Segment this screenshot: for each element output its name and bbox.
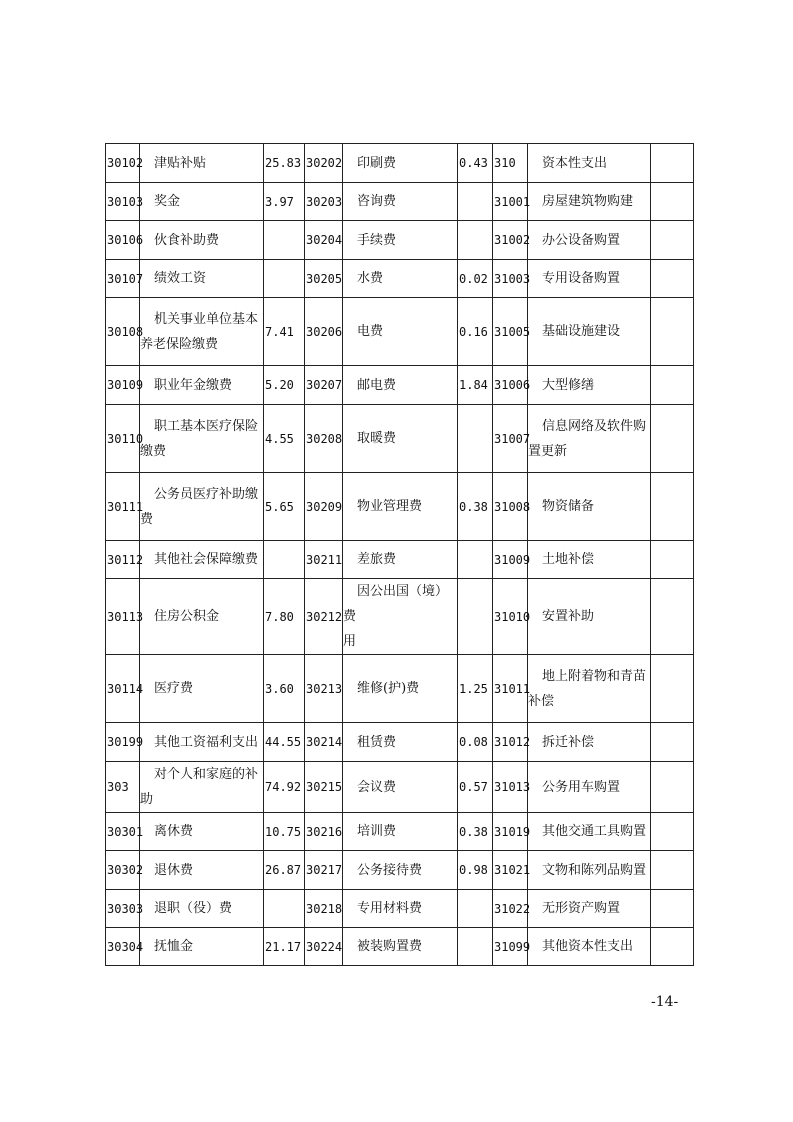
table-row xyxy=(106,221,694,260)
account-name-cell xyxy=(140,260,264,298)
account-name-cell xyxy=(140,723,264,762)
account-name-cell xyxy=(343,928,458,966)
amount-cell xyxy=(651,655,694,723)
account-name: 离休费 xyxy=(154,824,194,839)
account-name-cell xyxy=(343,655,458,723)
account-name-cell xyxy=(528,762,651,813)
amount-cell: 0.38 xyxy=(458,473,493,541)
account-name: 绩效工资 xyxy=(154,271,207,286)
amount-cell xyxy=(651,928,694,966)
account-name-cell xyxy=(528,890,651,928)
account-name: 基础设施建设 xyxy=(542,324,621,339)
account-name: 伙食补助费 xyxy=(154,232,220,248)
account-code-cell: 31021 xyxy=(493,851,528,890)
table-row xyxy=(106,762,694,813)
amount-cell xyxy=(458,405,493,473)
account-name: 租赁费 xyxy=(357,734,397,750)
account-code-cell: 30110 xyxy=(106,405,140,473)
account-code-cell: 30304 xyxy=(106,928,140,966)
amount-cell xyxy=(651,541,694,579)
account-name: 邮电费 xyxy=(357,377,397,393)
account-name-cell xyxy=(528,473,651,541)
account-code-cell: 31002 xyxy=(493,221,528,260)
amount-cell xyxy=(264,890,305,928)
account-code-cell: 30107 xyxy=(106,260,140,298)
account-name-cell xyxy=(528,366,651,405)
account-name: 办公设备购置 xyxy=(542,232,621,248)
account-name-cell xyxy=(528,928,651,966)
account-name-continued: 费 xyxy=(140,511,154,527)
account-code-cell: 31011 xyxy=(493,655,528,723)
account-name: 大型修缮 xyxy=(542,377,595,393)
account-name-cell xyxy=(343,473,458,541)
amount-cell xyxy=(651,813,694,851)
account-name-cell xyxy=(343,366,458,405)
amount-cell: 0.08 xyxy=(458,723,493,762)
account-code-cell: 30199 xyxy=(106,723,140,762)
account-code-cell: 30109 xyxy=(106,366,140,405)
account-code-cell: 30102 xyxy=(106,144,140,183)
amount-cell: 3.97 xyxy=(264,183,305,221)
account-name: 物资储备 xyxy=(542,499,595,514)
account-name: 医疗费 xyxy=(154,681,194,696)
account-name-cell xyxy=(343,813,458,851)
account-name-cell xyxy=(343,260,458,298)
account-name-cell xyxy=(140,473,264,541)
account-code-cell: 30214 xyxy=(305,723,343,762)
table-row xyxy=(106,405,694,473)
account-name-cell xyxy=(528,405,651,473)
account-name-cell xyxy=(343,723,458,762)
table-row xyxy=(106,723,694,762)
amount-cell xyxy=(264,221,305,260)
account-code-cell: 30203 xyxy=(305,183,343,221)
account-code-cell: 30113 xyxy=(106,579,140,655)
account-code-cell: 31001 xyxy=(493,183,528,221)
account-code-cell: 30215 xyxy=(305,762,343,813)
account-name: 培训费 xyxy=(357,824,397,839)
account-code-cell: 30212 xyxy=(305,579,343,655)
account-name: 印刷费 xyxy=(357,155,397,171)
amount-cell xyxy=(651,723,694,762)
account-name: 手续费 xyxy=(357,232,397,248)
account-name: 抚恤金 xyxy=(154,939,194,954)
amount-cell: 5.65 xyxy=(264,473,305,541)
table-row xyxy=(106,541,694,579)
account-name: 安置补助 xyxy=(542,609,595,624)
amount-cell xyxy=(264,260,305,298)
account-code-cell: 30208 xyxy=(305,405,343,473)
amount-cell xyxy=(651,890,694,928)
account-name: 公务员医疗补助缴 xyxy=(154,486,259,502)
account-name-cell xyxy=(140,928,264,966)
amount-cell: 74.92 xyxy=(264,762,305,813)
account-code-cell: 30218 xyxy=(305,890,343,928)
account-code-cell: 31022 xyxy=(493,890,528,928)
account-name: 职工基本医疗保险 xyxy=(154,418,259,434)
account-name: 公务接待费 xyxy=(357,862,423,878)
account-name-continued: 养老保险缴费 xyxy=(140,336,219,352)
amount-cell: 0.43 xyxy=(458,144,493,183)
account-name: 拆迁补偿 xyxy=(542,734,595,750)
account-name-cell xyxy=(140,221,264,260)
account-name: 维修(护)费 xyxy=(357,681,420,696)
account-name-cell xyxy=(528,723,651,762)
account-name-cell xyxy=(343,541,458,579)
account-code-cell: 30301 xyxy=(106,813,140,851)
amount-cell xyxy=(651,473,694,541)
account-name-cell xyxy=(140,405,264,473)
table-row xyxy=(106,579,694,655)
account-code-cell: 31009 xyxy=(493,541,528,579)
account-name: 其他工资福利支出 xyxy=(154,734,259,750)
account-name-cell xyxy=(140,813,264,851)
account-code-cell: 30204 xyxy=(305,221,343,260)
account-code-cell: 30216 xyxy=(305,813,343,851)
account-name-cell xyxy=(528,851,651,890)
account-name: 奖金 xyxy=(154,194,181,209)
account-code-cell: 30112 xyxy=(106,541,140,579)
account-code-cell: 31012 xyxy=(493,723,528,762)
account-name-cell xyxy=(343,144,458,183)
table-row xyxy=(106,473,694,541)
account-name-cell xyxy=(140,890,264,928)
amount-cell: 5.20 xyxy=(264,366,305,405)
account-name-cell xyxy=(528,655,651,723)
amount-cell xyxy=(651,405,694,473)
account-name-continued: 置更新 xyxy=(528,443,568,459)
account-name: 差旅费 xyxy=(357,552,397,567)
account-name-cell xyxy=(343,221,458,260)
account-code-cell: 30211 xyxy=(305,541,343,579)
table-row xyxy=(106,890,694,928)
page-number: -14- xyxy=(651,994,679,1010)
amount-cell: 4.55 xyxy=(264,405,305,473)
account-name: 专用设备购置 xyxy=(542,271,621,286)
account-name: 咨询费 xyxy=(357,194,397,209)
account-name: 其他资本性支出 xyxy=(542,939,634,954)
account-code-cell: 30213 xyxy=(305,655,343,723)
account-name-cell xyxy=(528,144,651,183)
account-code-cell: 303 xyxy=(106,762,140,813)
amount-cell: 0.98 xyxy=(458,851,493,890)
table-body xyxy=(106,144,694,966)
account-code-cell: 31005 xyxy=(493,298,528,366)
account-code-cell: 30106 xyxy=(106,221,140,260)
amount-cell: 25.83 xyxy=(264,144,305,183)
amount-cell: 7.80 xyxy=(264,579,305,655)
account-name-cell xyxy=(528,541,651,579)
amount-cell: 0.16 xyxy=(458,298,493,366)
account-code-cell: 30207 xyxy=(305,366,343,405)
account-name-continued: 补偿 xyxy=(528,693,555,709)
account-code-cell: 30111 xyxy=(106,473,140,541)
account-name: 资本性支出 xyxy=(542,155,608,171)
amount-cell: 0.02 xyxy=(458,260,493,298)
account-name-cell xyxy=(528,813,651,851)
account-code-cell: 30206 xyxy=(305,298,343,366)
account-name-cell xyxy=(343,298,458,366)
account-name-cell xyxy=(528,183,651,221)
account-name-cell xyxy=(528,221,651,260)
table-row xyxy=(106,366,694,405)
account-code-cell: 30217 xyxy=(305,851,343,890)
table-row xyxy=(106,928,694,966)
table-row xyxy=(106,851,694,890)
amount-cell xyxy=(651,579,694,655)
table-row xyxy=(106,655,694,723)
account-name: 被装购置费 xyxy=(357,939,423,954)
account-name: 其他交通工具购置 xyxy=(542,824,647,839)
account-code-cell: 31008 xyxy=(493,473,528,541)
account-name-cell xyxy=(140,655,264,723)
account-name: 津贴补贴 xyxy=(154,155,207,171)
account-name: 电费 xyxy=(357,324,384,339)
amount-cell xyxy=(651,851,694,890)
budget-table xyxy=(105,143,694,966)
table-row xyxy=(106,298,694,366)
account-name-cell xyxy=(343,890,458,928)
amount-cell: 44.55 xyxy=(264,723,305,762)
account-name: 水费 xyxy=(357,271,384,286)
account-code-cell: 30205 xyxy=(305,260,343,298)
account-name: 信息网络及软件购 xyxy=(542,418,647,434)
account-name-continued: 缴费 xyxy=(140,443,167,459)
account-name: 公务用车购置 xyxy=(542,779,621,795)
account-code-cell: 30302 xyxy=(106,851,140,890)
account-name-cell xyxy=(528,298,651,366)
account-name-cell xyxy=(140,366,264,405)
amount-cell xyxy=(651,762,694,813)
account-name-cell xyxy=(140,144,264,183)
amount-cell xyxy=(458,183,493,221)
account-name: 退职（役）费 xyxy=(154,901,233,916)
amount-cell xyxy=(264,541,305,579)
account-name: 因公出国（境）费 xyxy=(343,584,449,624)
table-row xyxy=(106,183,694,221)
account-name-cell xyxy=(140,541,264,579)
amount-cell xyxy=(651,221,694,260)
account-name: 职业年金缴费 xyxy=(154,377,233,393)
account-name-cell xyxy=(343,405,458,473)
account-name: 房屋建筑物购建 xyxy=(542,194,634,209)
account-code-cell: 30103 xyxy=(106,183,140,221)
account-name-continued: 用 xyxy=(343,634,357,649)
account-name: 文物和陈列品购置 xyxy=(542,862,647,878)
amount-cell xyxy=(458,579,493,655)
table-row xyxy=(106,144,694,183)
account-name-cell xyxy=(140,851,264,890)
amount-cell xyxy=(458,221,493,260)
amount-cell xyxy=(651,260,694,298)
amount-cell: 10.75 xyxy=(264,813,305,851)
account-code-cell: 310 xyxy=(493,144,528,183)
account-code-cell: 31019 xyxy=(493,813,528,851)
amount-cell: 7.41 xyxy=(264,298,305,366)
amount-cell xyxy=(651,298,694,366)
account-code-cell: 31099 xyxy=(493,928,528,966)
account-name-cell xyxy=(140,183,264,221)
account-name: 其他社会保障缴费 xyxy=(154,552,259,567)
account-name: 土地补偿 xyxy=(542,552,595,567)
amount-cell: 1.84 xyxy=(458,366,493,405)
account-name-cell xyxy=(528,579,651,655)
account-name: 无形资产购置 xyxy=(542,901,621,916)
amount-cell: 0.57 xyxy=(458,762,493,813)
account-name: 取暖费 xyxy=(357,431,397,446)
account-code-cell: 31010 xyxy=(493,579,528,655)
account-code-cell: 31013 xyxy=(493,762,528,813)
account-name-cell xyxy=(343,851,458,890)
account-name: 会议费 xyxy=(357,779,397,795)
account-name: 机关事业单位基本 xyxy=(154,311,259,327)
amount-cell xyxy=(458,541,493,579)
account-name-cell xyxy=(140,579,264,655)
account-name-cell xyxy=(343,762,458,813)
account-code-cell: 30209 xyxy=(305,473,343,541)
amount-cell xyxy=(458,890,493,928)
table-row xyxy=(106,813,694,851)
account-code-cell: 31007 xyxy=(493,405,528,473)
account-code-cell: 31003 xyxy=(493,260,528,298)
account-name-cell xyxy=(528,260,651,298)
amount-cell xyxy=(651,183,694,221)
amount-cell: 26.87 xyxy=(264,851,305,890)
amount-cell: 1.25 xyxy=(458,655,493,723)
amount-cell xyxy=(651,366,694,405)
account-name: 地上附着物和青苗 xyxy=(542,668,647,684)
amount-cell: 21.17 xyxy=(264,928,305,966)
account-code-cell: 31006 xyxy=(493,366,528,405)
account-code-cell: 30224 xyxy=(305,928,343,966)
account-name-cell xyxy=(140,762,264,813)
account-code-cell: 30114 xyxy=(106,655,140,723)
account-name: 物业管理费 xyxy=(357,499,423,514)
table-row xyxy=(106,260,694,298)
amount-cell xyxy=(458,928,493,966)
amount-cell: 3.60 xyxy=(264,655,305,723)
account-name: 对个人和家庭的补助 xyxy=(140,767,259,807)
account-code-cell: 30202 xyxy=(305,144,343,183)
account-name: 退休费 xyxy=(154,862,194,878)
amount-cell xyxy=(651,144,694,183)
account-code-cell: 30108 xyxy=(106,298,140,366)
account-name-cell xyxy=(343,183,458,221)
account-code-cell: 30303 xyxy=(106,890,140,928)
account-name-cell xyxy=(140,298,264,366)
account-name: 专用材料费 xyxy=(357,901,423,916)
amount-cell: 0.38 xyxy=(458,813,493,851)
account-name: 住房公积金 xyxy=(154,609,220,624)
account-name-cell xyxy=(343,579,458,655)
